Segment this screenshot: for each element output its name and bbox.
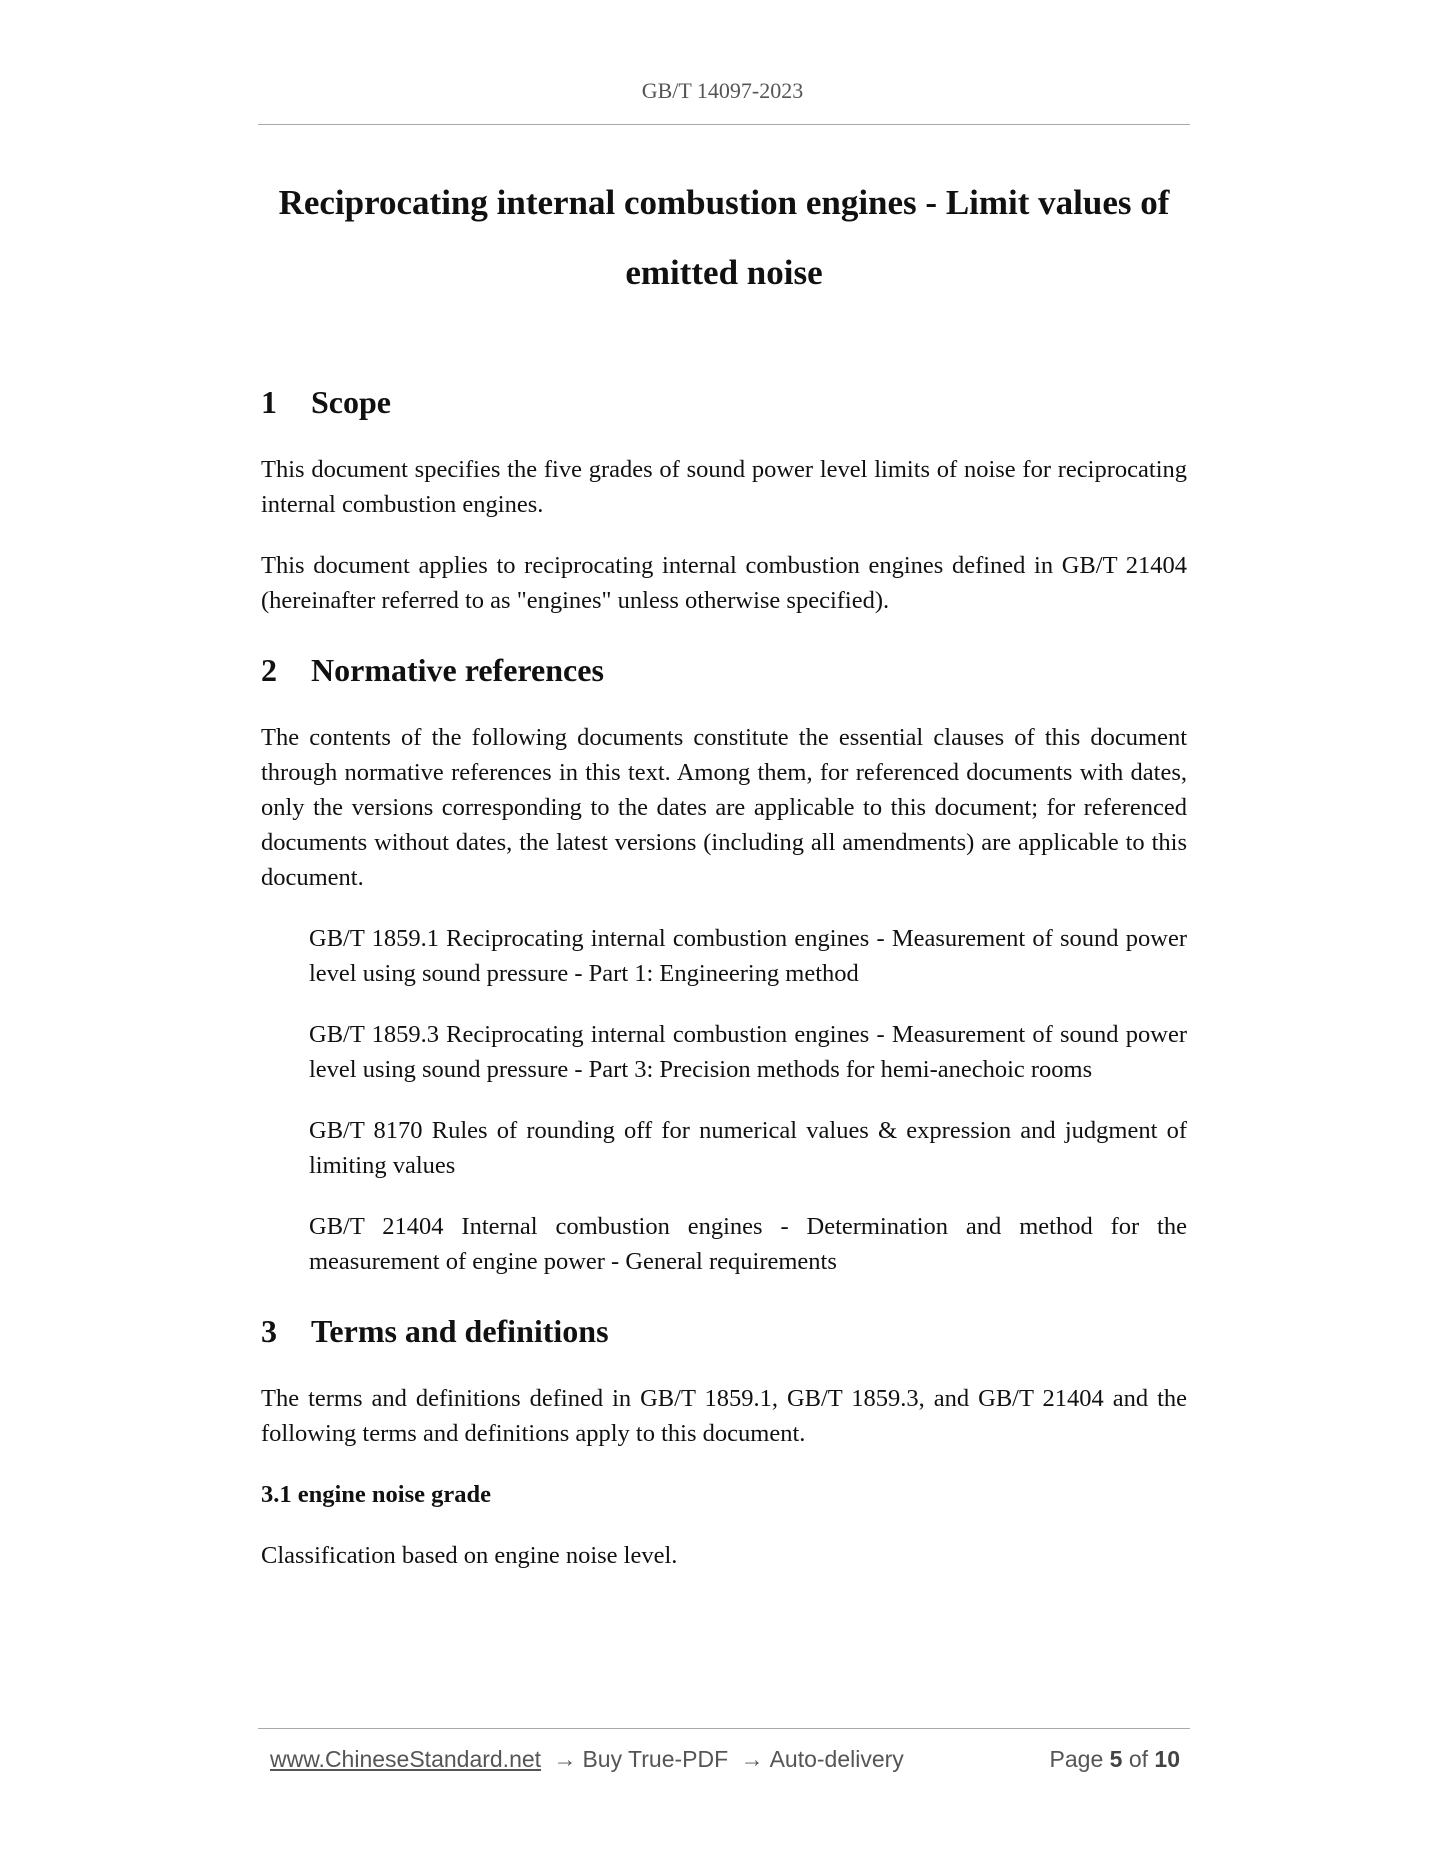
scope-paragraph: This document specifies the five grades of sound power level limits of noise for reciprocating internal combustion engines. (261, 456, 1187, 518)
page-total: 10 (1154, 1746, 1180, 1772)
document-title: Reciprocating internal combustion engines - Limit values of emitted noise (278, 183, 1170, 292)
section-heading-normative-references (261, 648, 1187, 692)
section-number: 2 (261, 652, 277, 688)
footer-divider (258, 1728, 1190, 1729)
normative-references-intro: The contents of the following documents constitute the essential clauses of this document through normative references in this text. Among them, for referenced documents with dates, only the versions corresponding to the dates are applicable to this document; for referenced documents without dates, the latest versions (including all amendments) are applicable to this document. (261, 724, 1187, 891)
section-title: Scope (311, 384, 391, 420)
section-number: 1 (261, 384, 277, 420)
section-number: 3 (261, 1313, 277, 1349)
scope-paragraph: This document applies to reciprocating internal combustion engines defined in GB/T 21404 (hereinafter referred to as "engines" unless otherwise specified). (261, 552, 1187, 614)
delivery-text: Auto-delivery (769, 1746, 904, 1772)
section-heading-terms (261, 1309, 1187, 1353)
reference-item: GB/T 8170 Rules of rounding off for numerical values & expression and judgment of limiting values (309, 1117, 1187, 1179)
buy-text: Buy True-PDF (582, 1746, 729, 1772)
reference-item: GB/T 21404 Internal combustion engines - Determination and method for the measurement of engine power - General requirements (309, 1213, 1187, 1275)
terms-intro: The terms and definitions defined in GB/T 1859.1, GB/T 1859.3, and GB/T 21404 and the following terms and definitions apply to this document. (261, 1385, 1187, 1447)
page-of: of (1128, 1746, 1149, 1772)
arrow-right-icon: → (740, 1746, 764, 1772)
page-current: 5 (1109, 1746, 1123, 1772)
term-definition: Classification based on engine noise level. (261, 1542, 678, 1569)
arrow-right-icon: → (553, 1746, 577, 1772)
footer-promo (270, 1746, 904, 1773)
reference-list (261, 921, 1187, 1279)
reference-item: GB/T 1859.1 Reciprocating internal combustion engines - Measurement of sound power level using sound pressure - Part 1: Engineering method (309, 925, 1187, 987)
page-label: Page (1049, 1746, 1104, 1772)
section-title: Terms and definitions (311, 1313, 609, 1349)
section-heading-scope (261, 380, 1187, 424)
site-link[interactable]: www.ChineseStandard.net (270, 1746, 542, 1772)
term-heading: 3.1 engine noise grade (261, 1481, 492, 1508)
header-doc-number: GB/T 14097-2023 (641, 78, 804, 103)
reference-item: GB/T 1859.3 Reciprocating internal combustion engines - Measurement of sound power level using sound pressure - Part 3: Precision methods for hemi-anechoic rooms (309, 1021, 1187, 1083)
section-title: Normative references (311, 652, 604, 688)
page-indicator (1050, 1746, 1180, 1773)
header-divider (258, 124, 1190, 125)
page-content (261, 168, 1187, 1599)
